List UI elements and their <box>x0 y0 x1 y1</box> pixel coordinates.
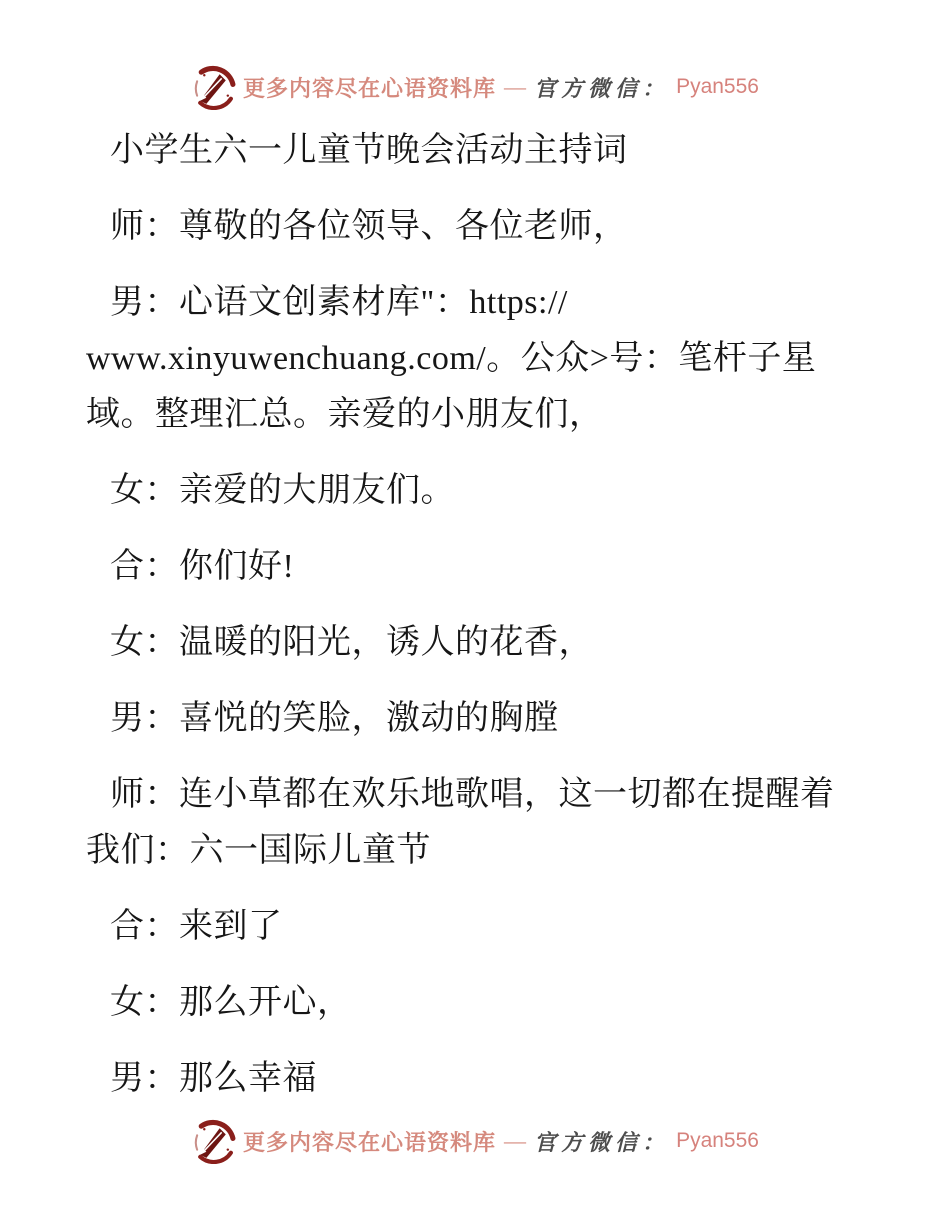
document-title: 小学生六一儿童节晚会活动主持词 <box>110 132 628 169</box>
paragraph: 女：那么开心， <box>110 984 352 1021</box>
xinyu-pen-logo-icon <box>191 65 236 110</box>
paragraph: 合：你们好! <box>110 548 295 585</box>
brand-text: 更多内容尽在心语资料库 <box>243 1129 497 1155</box>
paragraph: 男：心语文创素材库"：https:// www.xinyuwenchuang.com/。公众>号：笔杆子星 域。整理汇总。亲爱的小朋友们， <box>86 284 817 433</box>
brand-separator: — <box>504 74 527 99</box>
paragraph: 师：连小草都在欢乐地歌唱，这一切都在提醒着 我们：六一国际儿童节 <box>86 776 835 869</box>
wechat-label: 官方微信： <box>534 75 670 102</box>
paragraph: 合：来到了 <box>110 908 283 945</box>
xinyu-pen-logo-icon <box>191 1119 236 1164</box>
paragraph: 男：喜悦的笑脸，激动的胸膛 <box>110 700 559 737</box>
wechat-id: Pyan556 <box>676 75 759 98</box>
paragraph: 女：温暖的阳光，诱人的花香， <box>110 624 593 661</box>
page-footer <box>0 1117 950 1165</box>
paragraph: 师：尊敬的各位领导、各位老师， <box>110 208 628 245</box>
page-header <box>0 63 950 111</box>
document-body <box>86 123 906 1127</box>
wechat-id: Pyan556 <box>676 1129 759 1152</box>
wechat-label: 官方微信： <box>534 1129 670 1156</box>
paragraph: 男：那么幸福 <box>110 1060 317 1097</box>
brand-text: 更多内容尽在心语资料库 <box>243 75 497 101</box>
paragraph: 女：亲爱的大朋友们。 <box>110 472 455 509</box>
brand-separator: — <box>504 1128 527 1153</box>
